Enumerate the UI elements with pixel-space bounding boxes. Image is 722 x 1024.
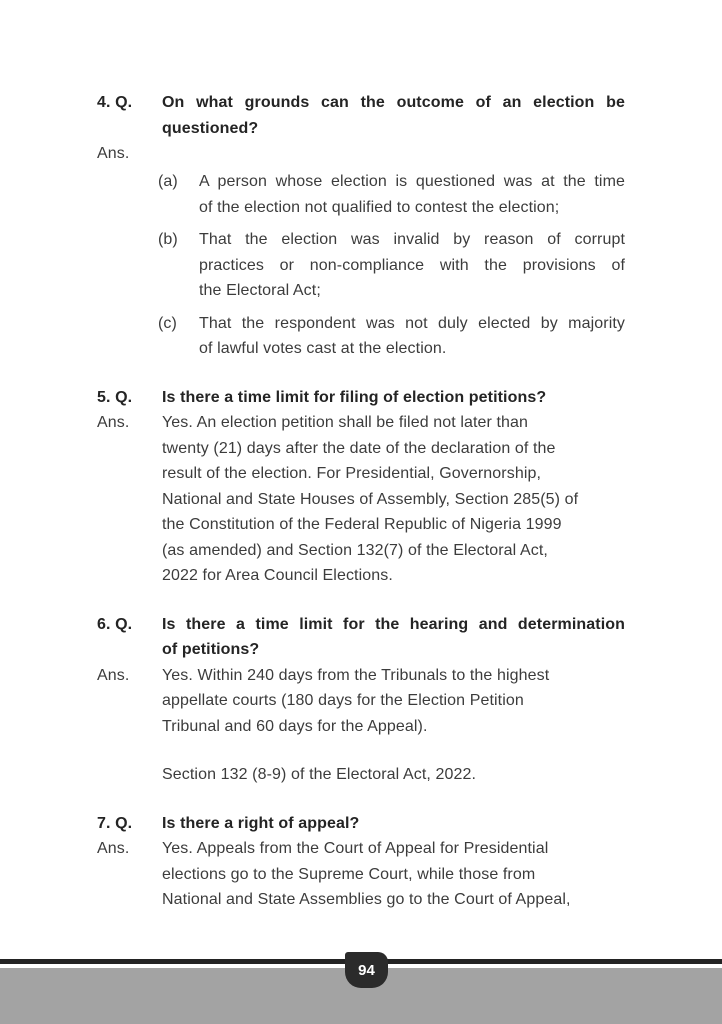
answer-list <box>158 141 625 362</box>
question-number-label: 4. Q. <box>97 94 133 111</box>
answer-label: Ans. <box>97 666 130 684</box>
answer-label: Ans. <box>97 840 130 857</box>
question-number-label: 6. Q. <box>97 615 133 633</box>
list-marker: (a) <box>158 173 178 190</box>
answer-text: Yes. Appeals from the Court of Appeal for Presidential elections go to the Supreme Court, while those from National and State Assemblies go to the Court of Appeal, <box>162 840 571 908</box>
question-row <box>97 90 625 141</box>
qa-block-5 <box>97 385 625 589</box>
citation-note-row <box>93 762 625 788</box>
qa-block-7 <box>97 811 625 913</box>
question-number-label: 5. Q. <box>97 388 133 406</box>
answer-row <box>97 663 625 740</box>
page-content <box>97 90 625 936</box>
list-item-a <box>158 169 625 220</box>
list-item-b <box>158 227 625 304</box>
list-marker: (b) <box>158 231 178 248</box>
list-marker: (c) <box>158 314 177 332</box>
answer-text: Yes. An election petition shall be filed not later than twenty (21) days after the date of the declaration of the result of the election. For Presidential, Governorship, National and State Houses of Assembly, Section 285(5) of the Constitution of the Federal Republic of Nigeria 1999 (as amended) and Section 132(7) of the Electoral Act, 2022 for Area Council Elections. <box>162 414 579 584</box>
answer-text: Yes. Within 240 days from the Tribunals to the highest appellate courts (180 days for the Election Petition Tribunal and 60 days for the Appeal). <box>162 666 550 735</box>
answer-label: Ans. <box>97 145 130 162</box>
answer-row <box>97 410 625 589</box>
question-text: Is there a right of appeal? <box>162 814 360 832</box>
answer-row <box>97 836 625 913</box>
qa-block-4 <box>97 90 625 362</box>
question-text: Is there a time limit for the hearing and determination of petitions? <box>162 615 625 658</box>
answer-label: Ans. <box>97 414 130 431</box>
question-row <box>97 612 625 663</box>
list-item-text: A person whose election is questioned was at the time of the election not qualified to contest the election; <box>199 173 625 216</box>
list-item-text: That the election was invalid by reason of corrupt practices or non-compliance with the provisions of the Electoral Act; <box>199 231 625 299</box>
question-text: Is there a time limit for filing of election petitions? <box>162 388 547 406</box>
citation-note-spacer <box>93 762 162 788</box>
answer-text <box>158 141 625 362</box>
page-number-badge <box>345 952 388 988</box>
question-row <box>97 385 625 411</box>
qa-block-6 <box>97 612 625 740</box>
list-item-text: That the respondent was not duly elected by majority of lawful votes cast at the election. <box>199 314 625 357</box>
list-item-c <box>158 311 625 362</box>
question-text: On what grounds can the outcome of an election be questioned? <box>162 94 625 137</box>
question-number-label: 7. Q. <box>97 814 133 832</box>
page-number: 94 <box>358 961 375 979</box>
question-row <box>97 811 625 837</box>
answer-row <box>97 141 625 362</box>
citation-note: Section 132 (8-9) of the Electoral Act, 2022. <box>162 766 477 783</box>
